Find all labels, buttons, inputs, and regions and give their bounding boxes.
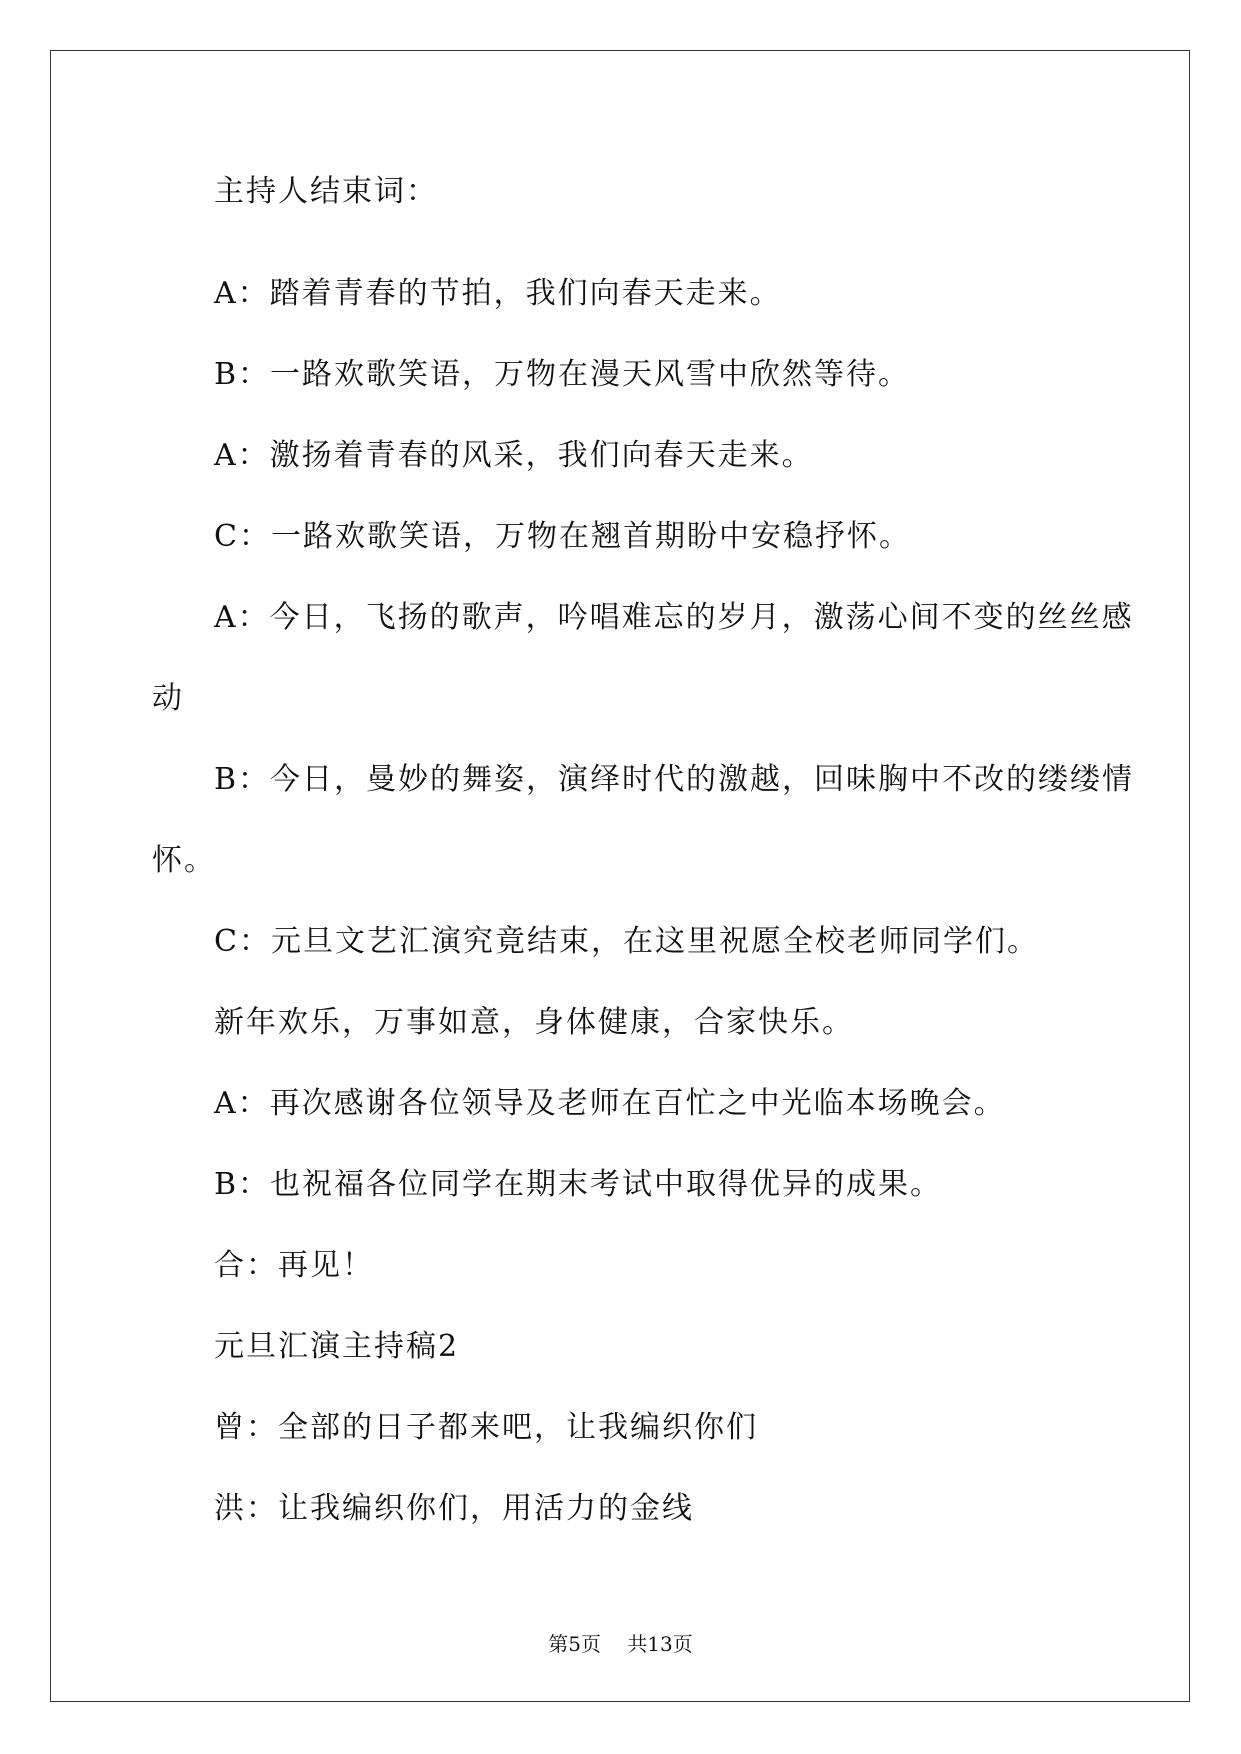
paragraph-line: B：今日，曼妙的舞姿，演绎时代的激越，回味胸中不改的缕缕情 <box>214 762 1135 797</box>
page-footer <box>0 1628 1241 1657</box>
paragraph-line: B：一路欢歌笑语，万物在漫天风雪中欣然等待。 <box>214 357 911 392</box>
paragraph-line: A：踏着青春的节拍，我们向春天走来。 <box>214 276 782 311</box>
paragraph-line: 新年欢乐，万事如意，身体健康，合家快乐。 <box>214 1005 854 1040</box>
paragraph-line: A：再次感谢各位领导及老师在百忙之中光临本场晚会。 <box>214 1086 1006 1121</box>
paragraph-line: 合：再见！ <box>214 1248 374 1283</box>
paragraph-line: C：一路欢歌笑语，万物在翘首期盼中安稳抒怀。 <box>214 519 911 554</box>
paragraph-line: B：也祝福各位同学在期末考试中取得优异的成果。 <box>214 1167 943 1202</box>
section-heading: 主持人结束词： <box>214 174 438 209</box>
paragraph-line: A：激扬着青春的风采，我们向春天走来。 <box>214 438 814 473</box>
paragraph-line: C：元旦文艺汇演究竟结束，在这里祝愿全校老师同学们。 <box>214 924 1039 959</box>
paragraph-line: 洪：让我编织你们，用活力的金线 <box>214 1491 694 1526</box>
paragraph-line: 曾：全部的日子都来吧，让我编织你们 <box>214 1410 758 1445</box>
document-body <box>152 172 1135 1549</box>
paragraph-continuation: 动 <box>152 681 184 716</box>
paragraph-line: A：今日，飞扬的歌声，吟唱难忘的岁月，激荡心间不变的丝丝感 <box>214 600 1134 635</box>
page-number: 第5页 <box>548 1632 601 1656</box>
page-total: 共13页 <box>627 1632 693 1656</box>
paragraph-continuation: 怀。 <box>152 843 216 878</box>
section-title: 元旦汇演主持稿2 <box>214 1329 460 1364</box>
